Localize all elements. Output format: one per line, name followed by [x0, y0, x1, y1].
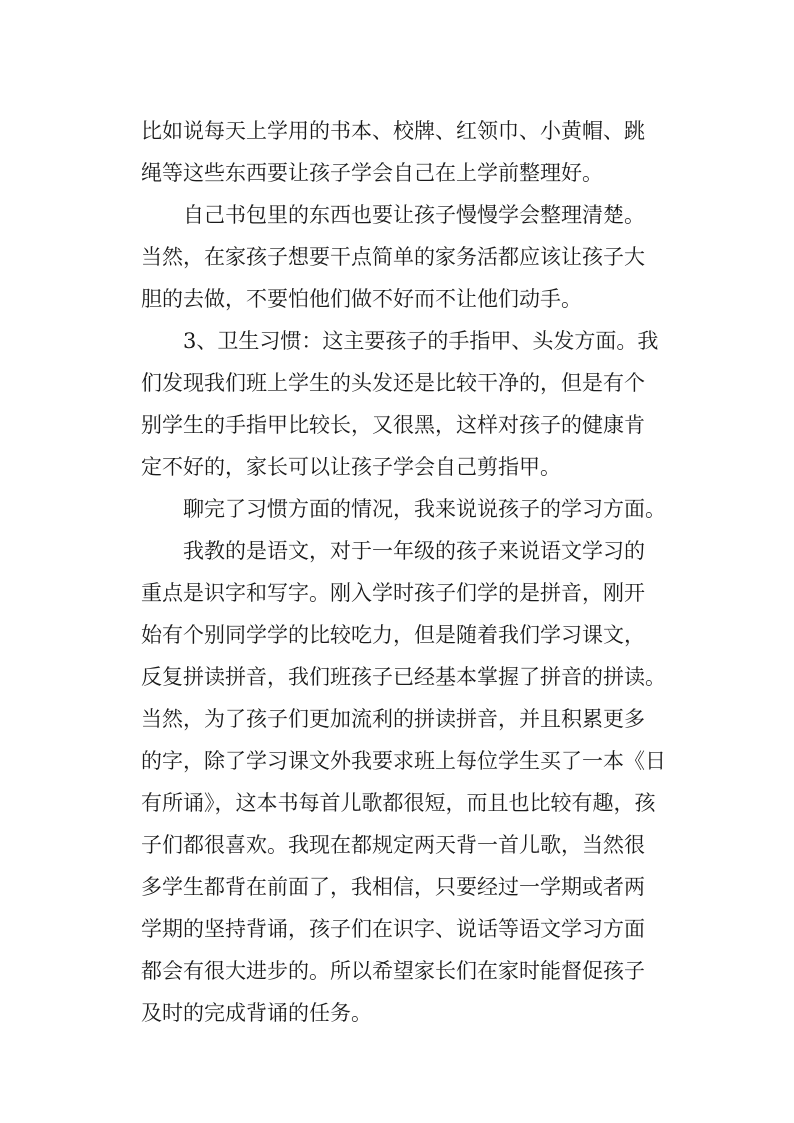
text-line: 重点是识字和写字。刚入学时孩子们学的是拼音，刚开 — [141, 581, 645, 605]
paragraph-start-line: 3、卫生习惯：这主要孩子的手指甲、头发方面。我 — [183, 329, 659, 353]
text-line: 的字，除了学习课文外我要求班上每位学生买了一本《日 — [141, 749, 666, 773]
text-line: 当然，为了孩子们更加流利的拼读拼音，并且积累更多 — [141, 707, 645, 731]
text-line: 多学生都背在前面了，我相信，只要经过一学期或者两 — [141, 875, 645, 899]
text-line: 反复拼读拼音，我们班孩子已经基本掌握了拼音的拼读。 — [141, 665, 666, 689]
text-line: 学期的坚持背诵，孩子们在识字、说话等语文学习方面 — [141, 917, 645, 941]
text-line: 胆的去做，不要怕他们做不好而不让他们动手。 — [141, 287, 582, 311]
text-line: 绳等这些东西要让孩子学会自己在上学前整理好。 — [141, 161, 603, 185]
paragraph-start-line: 我教的是语文，对于一年级的孩子来说语文学习的 — [183, 539, 645, 563]
text-line: 及时的完成背诵的任务。 — [141, 1001, 372, 1025]
text-line: 们发现我们班上学生的头发还是比较干净的，但是有个 — [141, 371, 645, 395]
text-line: 比如说每天上学用的书本、校牌、红领巾、小黄帽、跳 — [141, 119, 645, 143]
text-line: 当然，在家孩子想要干点简单的家务活都应该让孩子大 — [141, 245, 645, 269]
paragraph-start-line: 聊完了习惯方面的情况，我来说说孩子的学习方面。 — [183, 497, 666, 521]
text-line: 别学生的手指甲比较长，又很黑，这样对孩子的健康肯 — [141, 413, 645, 437]
text-line: 子们都很喜欢。我现在都规定两天背一首儿歌，当然很 — [141, 833, 645, 857]
body-text — [141, 110, 681, 1034]
text-line: 有所诵》，这本书每首儿歌都很短，而且也比较有趣，孩 — [141, 791, 656, 815]
text-line: 定不好的，家长可以让孩子学会自己剪指甲。 — [141, 455, 561, 479]
text-line: 始有个别同学学的比较吃力，但是随着我们学习课文， — [141, 623, 645, 647]
paragraph-start-line: 自己书包里的东西也要让孩子慢慢学会整理清楚。 — [183, 203, 645, 227]
text-line: 都会有很大进步的。所以希望家长们在家时能督促孩子 — [141, 959, 645, 983]
